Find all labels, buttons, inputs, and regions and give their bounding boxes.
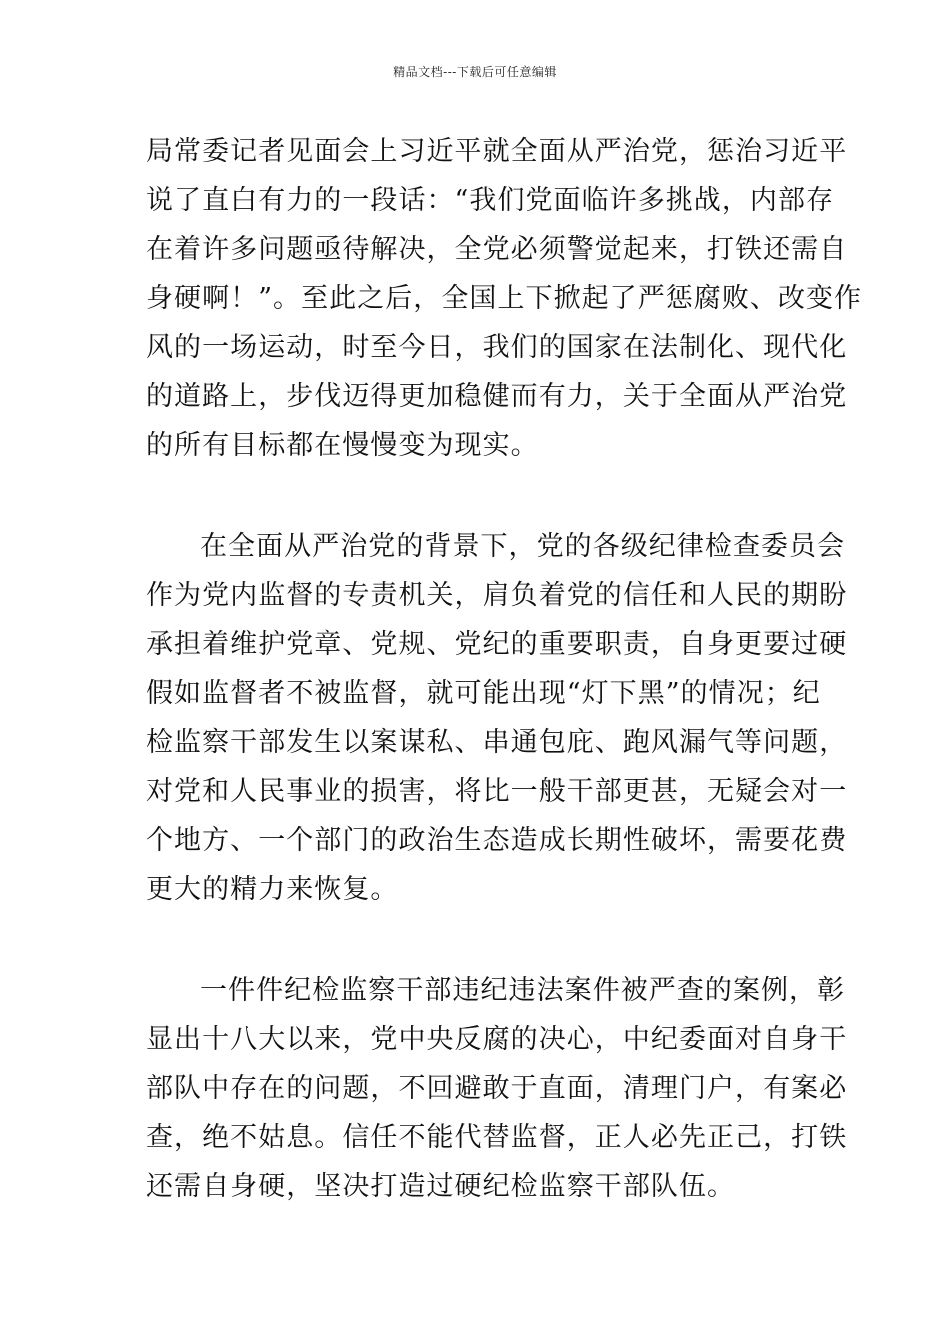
paragraph-2-line-3: 承担着维护党章、党规、党纪的重要职责，自身更要过硬 xyxy=(146,629,848,660)
page-header: 精品文档---下载后可任意编辑 xyxy=(393,65,557,79)
paragraph-3-line-4: 查，绝不姑息。信任不能代替监督，正人必先正己，打铁 xyxy=(146,1122,848,1153)
paragraph-3-line-1: 一件件纪检监察干部违纪违法案件被严查的案例，彰 xyxy=(200,975,846,1006)
paragraph-1-line-1: 局常委记者见面会上习近平就全面从严治党，惩治习近平 xyxy=(146,136,848,167)
paragraph-2-line-8: 更大的精力来恢复。 xyxy=(146,874,399,905)
paragraph-3-line-5: 还需自身硬，坚决打造过硬纪检监察干部队伍。 xyxy=(146,1171,736,1202)
paragraph-2-line-5: 检监察干部发生以案谋私、串通包庇、跑风漏气等问题， xyxy=(146,727,848,758)
paragraph-2-line-2: 作为党内监督的专责机关，肩负着党的信任和人民的期盼 xyxy=(146,580,848,611)
paragraph-1-line-3: 在着许多问题亟待解决，全党必须警觉起来，打铁还需自 xyxy=(146,234,848,265)
paragraph-3-line-2: 显出十八大以来，党中央反腐的决心，中纪委面对自身干 xyxy=(146,1024,848,1055)
paragraph-2-line-1: 在全面从严治党的背景下，党的各级纪律检查委员会 xyxy=(200,531,846,562)
paragraph-2-line-7: 个地方、一个部门的政治生态造成长期性破坏，需要花费 xyxy=(146,825,848,856)
paragraph-1-line-4: 身硬啊！”。至此之后，全国上下掀起了严惩腐败、改变作 xyxy=(146,283,863,314)
paragraph-3-line-3: 部队中存在的问题，不回避敢于直面，清理门户，有案必 xyxy=(146,1073,848,1104)
paragraph-2-line-4: 假如监督者不被监督，就可能出现“灯下黑”的情况；纪 xyxy=(146,678,821,709)
paragraph-1-line-7: 的所有目标都在慢慢变为现实。 xyxy=(146,430,539,461)
paragraph-1-line-5: 风的一场运动，时至今日，我们的国家在法制化、现代化 xyxy=(146,332,848,363)
paragraph-1-line-2: 说了直白有力的一段话：“我们党面临许多挑战，内部存 xyxy=(146,185,835,216)
paragraph-1-line-6: 的道路上，步伐迈得更加稳健而有力，关于全面从严治党 xyxy=(146,381,848,412)
paragraph-2-line-6: 对党和人民事业的损害，将比一般干部更甚，无疑会对一 xyxy=(146,776,848,807)
